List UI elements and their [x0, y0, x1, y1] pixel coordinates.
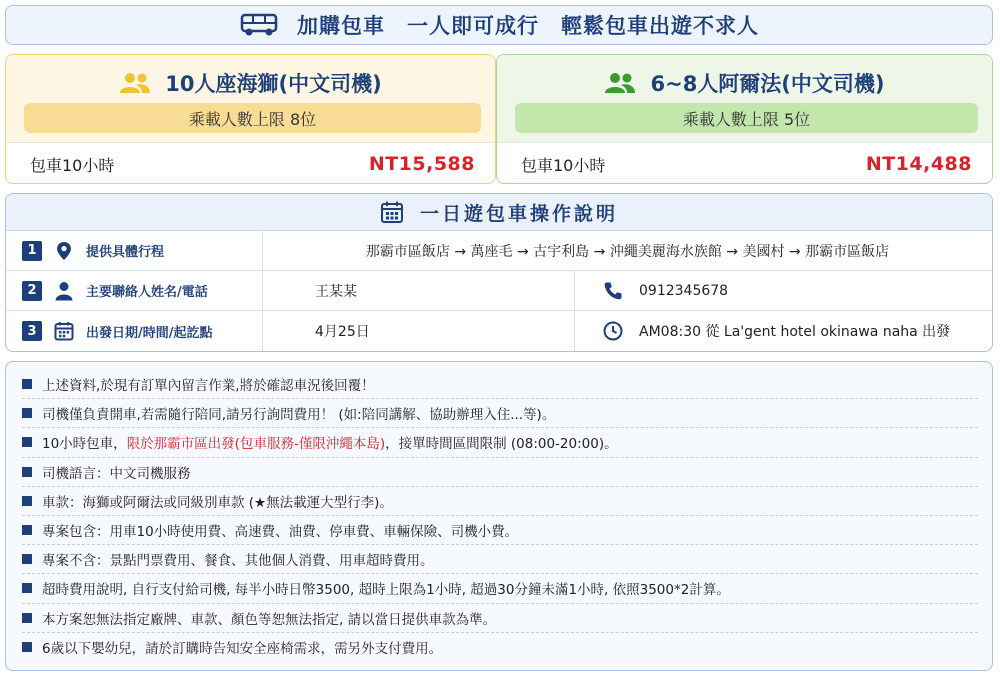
charter-hours: 包車10小時 — [30, 155, 115, 175]
note-item: 上述資料,於現有訂單內留言作業,將於確認車況後回覆！ — [22, 370, 978, 399]
bullet-square-icon — [22, 467, 32, 477]
itinerary-route: 那霸市區飯店 → 萬座毛 → 古宇利島 → 沖繩美麗海水族館 → 美國村 → 那霸市區飯店 — [365, 243, 890, 260]
note-item: 本方案恕無法指定廠牌、車款、顏色等恕無法指定, 請以當日提供車款為準。 — [22, 604, 978, 633]
page-header — [5, 5, 993, 45]
bullet-square-icon — [22, 379, 32, 389]
note-item: 專案包含：用車10小時使用費、高速費、油費、停車費、車輛保險、司機小費。 — [22, 516, 978, 545]
bullet-square-icon — [22, 554, 32, 564]
instructions-section — [5, 193, 993, 352]
vehicle-card-hiace — [5, 54, 496, 184]
departure-restriction: 限於那霸市區出發(包車服務-僅限沖繩本島) — [126, 436, 386, 453]
bullet-square-icon — [22, 496, 32, 506]
person-icon — [54, 281, 74, 301]
map-pin-icon — [54, 241, 74, 261]
page-title: 加購包車 一人即可成行 輕鬆包車出遊不求人 — [297, 14, 759, 38]
row-label: 主要聯絡人姓名/電話 — [86, 285, 208, 300]
contact-name: 王某某 — [315, 283, 357, 300]
calendar-icon — [54, 321, 74, 341]
note-item: 車款：海獅或阿爾法或同級別車款 (★無法載運大型行李)。 — [22, 487, 978, 516]
vehicle-name: 6~8人阿爾法(中文司機) — [650, 72, 885, 96]
note-item: 專案不含：景點門票費用、餐食、其他個人消費、用車超時費用。 — [22, 545, 978, 574]
note-item: 10小時包車，限於那霸市區出發(包車服務-僅限沖繩本島)，接單時間區間限制 (08:00-20:00)。 — [22, 428, 978, 457]
notes-section — [5, 361, 993, 671]
price: NT14,488 — [865, 153, 972, 175]
step-number: 2 — [22, 281, 42, 301]
clock-icon — [603, 321, 623, 341]
instructions-title: 一日遊包車操作說明 — [419, 202, 618, 225]
note-item: 6歲以下嬰幼兒，請於訂購時告知安全座椅需求，需另外支付費用。 — [22, 633, 978, 662]
itinerary-row — [6, 231, 992, 271]
step-number: 1 — [22, 241, 42, 261]
bullet-square-icon — [22, 642, 32, 652]
group-icon — [119, 72, 151, 94]
row-label: 出發日期/時間/起訖點 — [86, 325, 213, 341]
capacity-label: 乘載人數上限 8位 — [24, 103, 481, 133]
bullet-square-icon — [22, 525, 32, 535]
departure-row — [6, 311, 992, 351]
group-icon — [604, 72, 636, 94]
bullet-square-icon — [22, 583, 32, 593]
vehicle-name: 10人座海獅(中文司機) — [165, 72, 382, 96]
bullet-square-icon — [22, 437, 32, 447]
calendar-icon — [380, 200, 404, 224]
note-item: 超時費用說明, 自行支付給司機, 每半小時日幣3500, 超時上限為1小時, 超過30分鐘未滿1小時, 依照3500*2計算。 — [22, 574, 978, 603]
price: NT15,588 — [368, 153, 475, 175]
contact-row — [6, 271, 992, 311]
row-label: 提供具體行程 — [86, 245, 165, 260]
step-number: 3 — [22, 321, 42, 341]
departure-date: 4月25日 — [315, 324, 370, 340]
charter-hours: 包車10小時 — [521, 155, 606, 175]
departure-time-place: AM08:30 從 La'gent hotel okinawa naha 出發 — [639, 324, 951, 340]
bullet-square-icon — [22, 408, 32, 418]
vehicle-card-alphard — [496, 54, 993, 184]
contact-phone: 0912345678 — [639, 282, 729, 299]
capacity-label: 乘載人數上限 5位 — [515, 103, 978, 133]
note-item: 司機僅負責開車,若需隨行陪同,請另行詢問費用！ (如:陪同講解、協助辦理入住...等)。 — [22, 399, 978, 428]
bus-icon — [239, 13, 279, 37]
instructions-title-bar — [6, 194, 992, 231]
bullet-square-icon — [22, 613, 32, 623]
note-item: 司機語言：中文司機服務 — [22, 458, 978, 487]
phone-icon — [603, 281, 623, 301]
